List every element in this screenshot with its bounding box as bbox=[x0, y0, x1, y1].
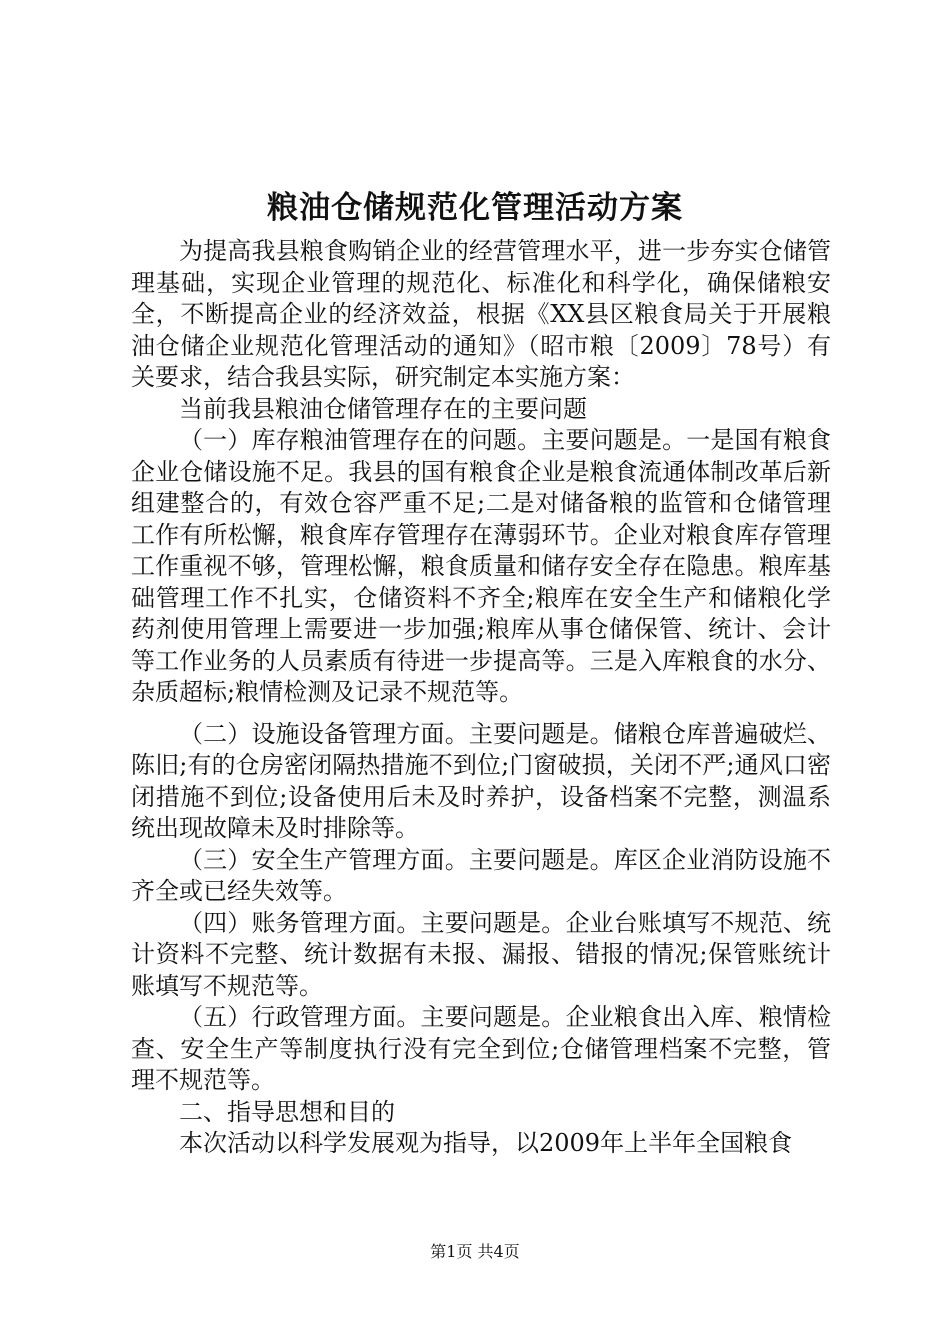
document-title: 粮油仓储规范化管理活动方案 bbox=[267, 190, 683, 226]
document-body bbox=[131, 236, 831, 1160]
intro-paragraph: 为提高我县粮食购销企业的经营管理水平，进一步夯实仓储管理基础，实现企业管理的规范化、标准化和科学化，确保储粮安全，不断提高企业的经济效益，根据《XX县区粮食局关于开展粮油仓储企业规范化管理活动的通知》（昭市粮〔2009〕78号）有关要求，结合我县实际，研究制定本实施方案： bbox=[131, 237, 831, 391]
paragraph-guidance: 本次活动以科学发展观为指导，以2009年上半年全国粮食 bbox=[179, 1129, 793, 1157]
paragraph-safety-issues: （三）安全生产管理方面。主要问题是。库区企业消防设施不齐全或已经失效等。 bbox=[131, 845, 831, 905]
paragraph-inventory-issues: （一）库存粮油管理存在的问题。主要问题是。一是国有粮食企业仓储设施不足。我县的国有粮食企业是粮食流通体制改革后新组建整合的，有效仓容严重不足;二是对储备粮的监管和仓储管理工作有所松懈，粮食库存管理存在薄弱环节。企业对粮食库存管理工作重视不够，管理松懈，粮食质量和储存安全存在隐患。粮库基础管理工作不扎实，仓储资料不齐全;粮库在安全生产和储粮化学药剂使用管理上需要进一步加强;粮库从事仓储保管、统计、会计等工作业务的人员素质有待进一步提高等。三是入库粮食的水分、杂质超标;粮情检测及记录不规范等。 bbox=[131, 426, 831, 706]
paragraph-facility-issues: （二）设施设备管理方面。主要问题是。储粮仓库普遍破烂、陈旧;有的仓房密闭隔热措施不到位;门窗破损，关闭不严;通风口密闭措施不到位;设备使用后未及时养护，设备档案不完整，测温系统出现故障未及时排除等。 bbox=[131, 719, 831, 842]
page-footer: 第1页 共4页 bbox=[430, 1242, 520, 1261]
paragraph-accounting-issues: （四）账务管理方面。主要问题是。企业台账填写不规范、统计资料不完整、统计数据有未报、漏报、错报的情况;保管账统计账填写不规范等。 bbox=[131, 908, 831, 1000]
paragraph-administration-issues: （五）行政管理方面。主要问题是。企业粮食出入库、粮情检查、安全生产等制度执行没有完全到位;仓储管理档案不完整，管理不规范等。 bbox=[131, 1003, 831, 1094]
section-heading-guidance: 二、指导思想和目的 bbox=[179, 1097, 395, 1126]
section-heading-problems: 当前我县粮油仓储管理存在的主要问题 bbox=[179, 394, 587, 423]
